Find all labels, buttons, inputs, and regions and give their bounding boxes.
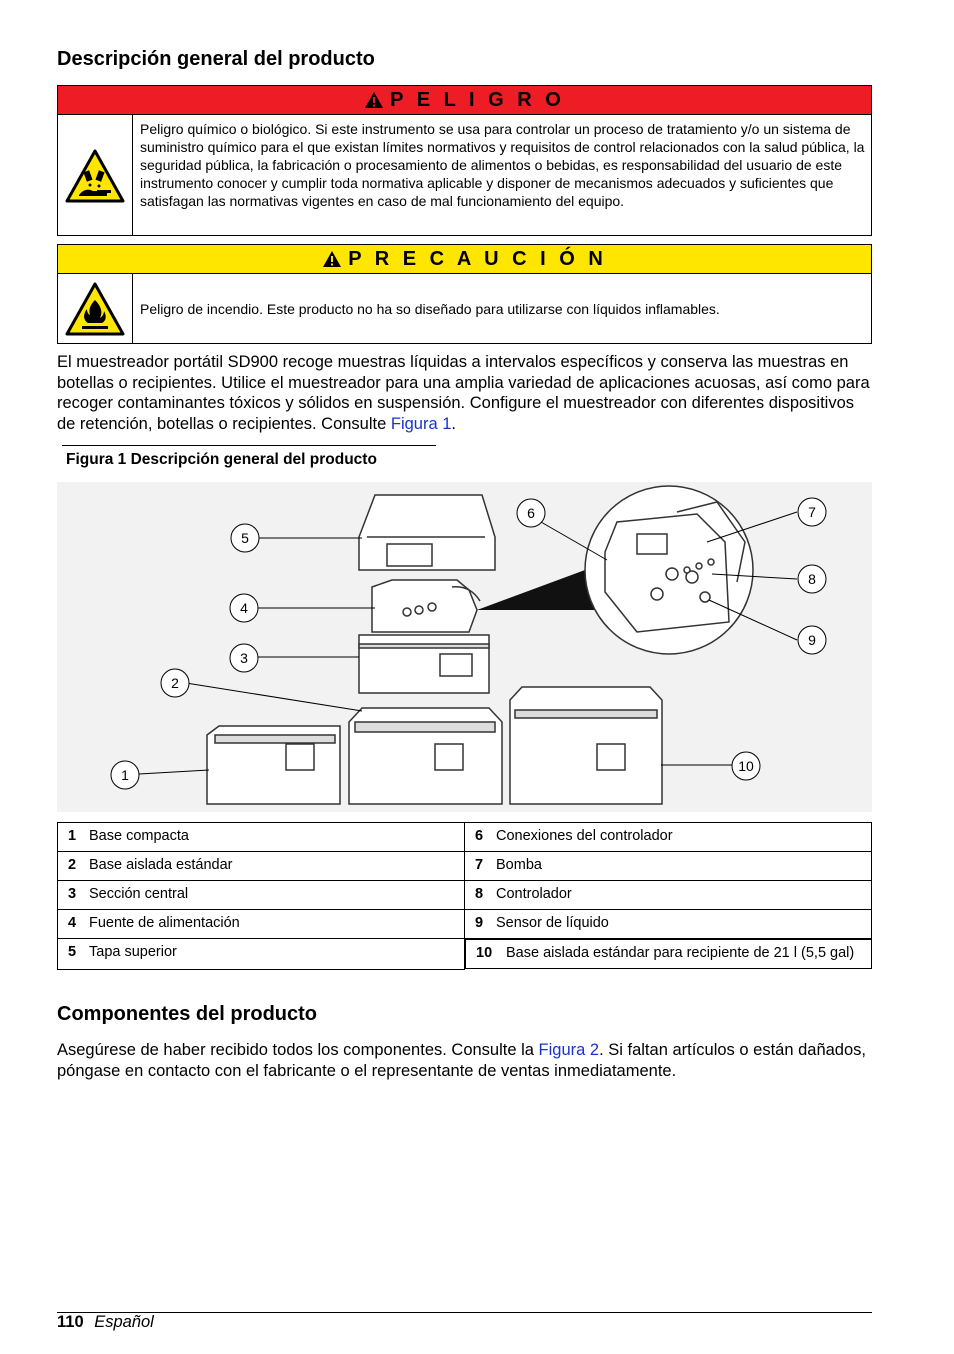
chemical-hazard-icon [58,115,133,236]
legend-cell: 7 Bomba [465,852,872,881]
callout-4 [230,594,258,622]
legend-cell: 8 Controlador [465,881,872,910]
warning-triangle-icon [364,91,384,109]
caution-box [57,244,872,344]
callout-9 [798,626,826,654]
intro-paragraph: El muestreador portátil SD900 recoge muestras líquidas a intervalos específicos y conserva las muestras en botellas o recipientes. Utilice el muestreador para una amplia variedad de aplicaciones acuosas, así como para recoger contaminantes tóxicos y sólidos en suspensión. Configure el muestreador con diferentes dispositivos de retención, botellas o recipientes. Consulte Figura 1. [57,353,870,433]
page-footer [57,1313,154,1332]
legend-cell: 4 Fuente de alimentación [58,910,465,939]
figure-1-link[interactable]: Figura 1 [390,414,452,433]
svg-text:6: 6 [527,505,535,521]
svg-text:4: 4 [240,600,248,616]
legend-cell: 3 Sección central [58,881,465,910]
table-row [58,910,872,939]
callout-5 [231,524,259,552]
callout-10 [732,752,760,780]
callout-1 [111,761,139,789]
legend-cell: 9 Sensor de líquido [465,910,872,939]
callout-3 [230,644,258,672]
components-paragraph: Asegúrese de haber recibido todos los componentes. Consulte la Figura 2. Si faltan artículos o están dañados, póngase en contacto con el fabricante o el representante de ventas inmediatamente. [57,1041,866,1080]
flammable-icon [58,274,133,344]
table-row [58,939,872,970]
callout-2 [161,669,189,697]
caution-label: P R E C A U C I Ó N [348,247,607,270]
callout-7 [798,498,826,526]
section-title: Descripción general del producto [57,48,375,70]
figure-legend-table [57,822,872,970]
svg-text:7: 7 [808,504,816,520]
warning-triangle-icon [322,250,342,268]
svg-text:8: 8 [808,571,816,587]
svg-text:10: 10 [738,758,754,774]
figure-2-link[interactable]: Figura 2 [538,1041,600,1059]
legend-cell: 2 Base aislada estándar [58,852,465,881]
legend-cell: 1 Base compacta [58,823,465,852]
footer-language: Español [94,1313,154,1331]
legend-cell: 6 Conexiones del controlador [465,823,872,852]
table-row [58,823,872,852]
figure-caption: Figura 1 Descripción general del producto [66,451,377,468]
page-number: 110 [57,1313,84,1331]
danger-label: P E L I G R O [390,88,565,111]
caution-text: Peligro de incendio. Este producto no ha so diseñado para utilizarse con líquidos inflamables. [140,300,720,317]
legend-cell: 5 Tapa superior [58,939,465,970]
svg-text:5: 5 [241,530,249,546]
callout-6 [517,499,545,527]
footer-rule [57,1312,872,1313]
caution-header [58,245,871,274]
danger-header [58,86,871,115]
svg-text:1: 1 [121,767,129,783]
svg-text:2: 2 [171,675,179,691]
svg-text:9: 9 [808,632,816,648]
legend-cell: 10 Base aislada estándar para recipiente de 21 l (5,5 gal) [465,939,872,969]
danger-box [57,85,872,236]
caption-rule [62,445,436,446]
section-title-components: Componentes del producto [57,1003,317,1025]
danger-text: Peligro químico o biológico. Si este instrumento se usa para controlar un proceso de tratamiento y/o un sistema de suministro químico para el que existan límites normativos y requisitos de control relacionados con la salud pública, la seguridad pública, la fabricación o procesamiento de alimentos o bebidas, es responsabilidad del usuario de este instrumento conocer y cumplir toda normativa aplicable y disponer de mecanismos adecuados y suficientes que satisfagan las normativas vigentes en caso de mal funcionamiento del equipo. [140,121,865,209]
table-row [58,852,872,881]
callout-8 [798,565,826,593]
svg-text:3: 3 [240,650,248,666]
table-row [58,881,872,910]
product-overview-figure [57,482,872,812]
